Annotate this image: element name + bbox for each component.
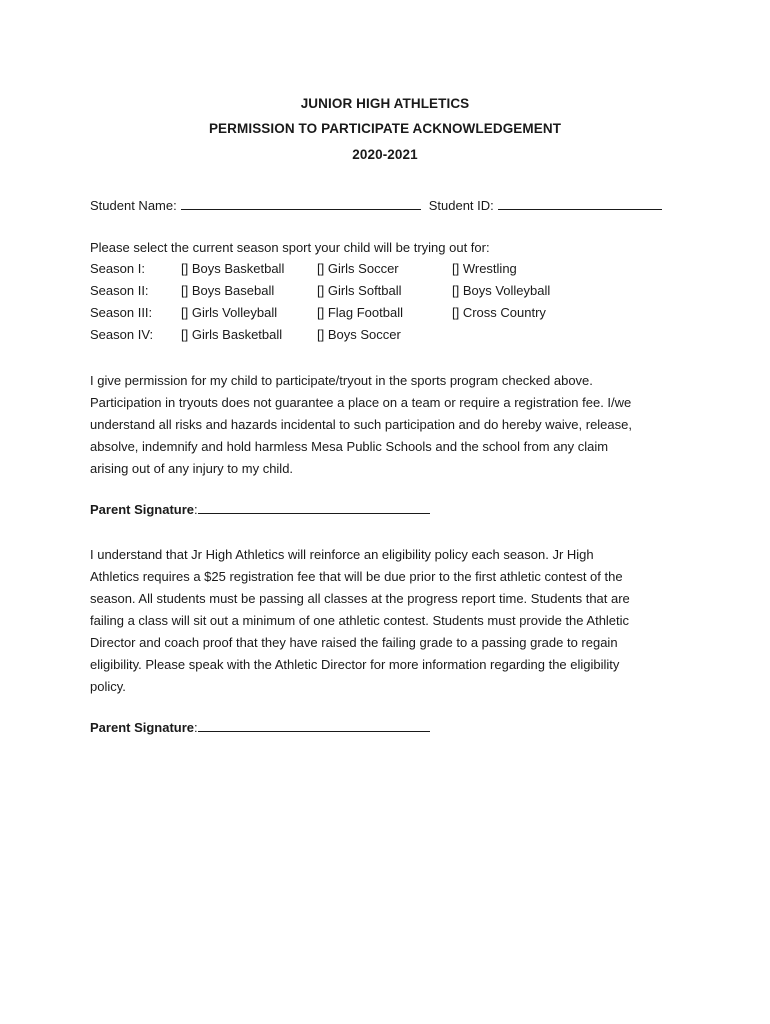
paragraph-line: Director and coach proof that they have raised the failing grade to a passing grade to regain (90, 635, 618, 650)
sport-option-girls-softball[interactable]: [] Girls Softball (317, 283, 402, 298)
sport-option-flag-football[interactable]: [] Flag Football (317, 305, 403, 320)
paragraph-line: I give permission for my child to participate/tryout in the sports program checked above. (90, 373, 593, 388)
paragraph-line: season. All students must be passing all classes at the progress report time. Students that are (90, 591, 630, 606)
paragraph-line: I understand that Jr High Athletics will reinforce an eligibility policy each season. Jr High (90, 547, 594, 562)
season-label: Season I: (90, 261, 145, 276)
paragraph-line: arising out of any injury to my child. (90, 461, 294, 476)
parent-signature-field[interactable] (198, 719, 430, 732)
signature-colon: : (194, 720, 198, 735)
permission-paragraph (90, 370, 690, 480)
parent-signature-field[interactable] (198, 501, 430, 514)
sport-option-boys-soccer[interactable]: [] Boys Soccer (317, 327, 401, 342)
sport-option-girls-volleyball[interactable]: [] Girls Volleyball (181, 305, 278, 320)
paragraph-line: Athletics requires a $25 registration fee that will be due prior to the first athletic contest of the (90, 569, 623, 584)
document-subtitle: PERMISSION TO PARTICIPATE ACKNOWLEDGEMENT (208, 121, 562, 136)
parent-signature-label: Parent Signature (90, 502, 195, 517)
parent-signature-label: Parent Signature (90, 720, 195, 735)
paragraph-line: policy. (90, 679, 126, 694)
student-name-label: Student Name: (90, 198, 177, 213)
signature-colon: : (194, 502, 198, 517)
parent-signature-row (90, 719, 430, 735)
paragraph-line: failing a class will sit out a minimum of one athletic contest. Students must provide the Athletic (90, 613, 630, 628)
sport-selection-intro: Please select the current season sport your child will be trying out for: (90, 240, 490, 255)
document-title: JUNIOR HIGH ATHLETICS (300, 96, 470, 111)
student-name-field[interactable] (181, 197, 421, 210)
sport-option-girls-basketball[interactable]: [] Girls Basketball (181, 327, 283, 342)
sport-option-wrestling[interactable]: [] Wrestling (452, 261, 517, 276)
season-label: Season IV: (90, 327, 154, 342)
school-year: 2020-2021 (352, 147, 418, 162)
sport-option-girls-soccer[interactable]: [] Girls Soccer (317, 261, 399, 276)
paragraph-line: Participation in tryouts does not guarantee a place on a team or require a registration fee. I/we (90, 395, 632, 410)
season-label: Season II: (90, 283, 149, 298)
student-info-row (90, 197, 662, 213)
sport-option-boys-basketball[interactable]: [] Boys Basketball (181, 261, 285, 276)
student-id-field[interactable] (498, 197, 662, 210)
season-label: Season III: (90, 305, 153, 320)
paragraph-line: eligibility. Please speak with the Athletic Director for more information regarding the eligibility (90, 657, 620, 672)
eligibility-paragraph (90, 544, 690, 698)
sport-option-cross-country[interactable]: [] Cross Country (452, 305, 546, 320)
paragraph-line: understand all risks and hazards incidental to such participation and do hereby waive, release, (90, 417, 632, 432)
paragraph-line: absolve, indemnify and hold harmless Mesa Public Schools and the school from any claim (90, 439, 609, 454)
sport-option-boys-baseball[interactable]: [] Boys Baseball (181, 283, 275, 298)
parent-signature-row (90, 501, 430, 517)
student-id-label: Student ID: (428, 198, 494, 213)
sport-option-boys-volleyball[interactable]: [] Boys Volleyball (452, 283, 551, 298)
